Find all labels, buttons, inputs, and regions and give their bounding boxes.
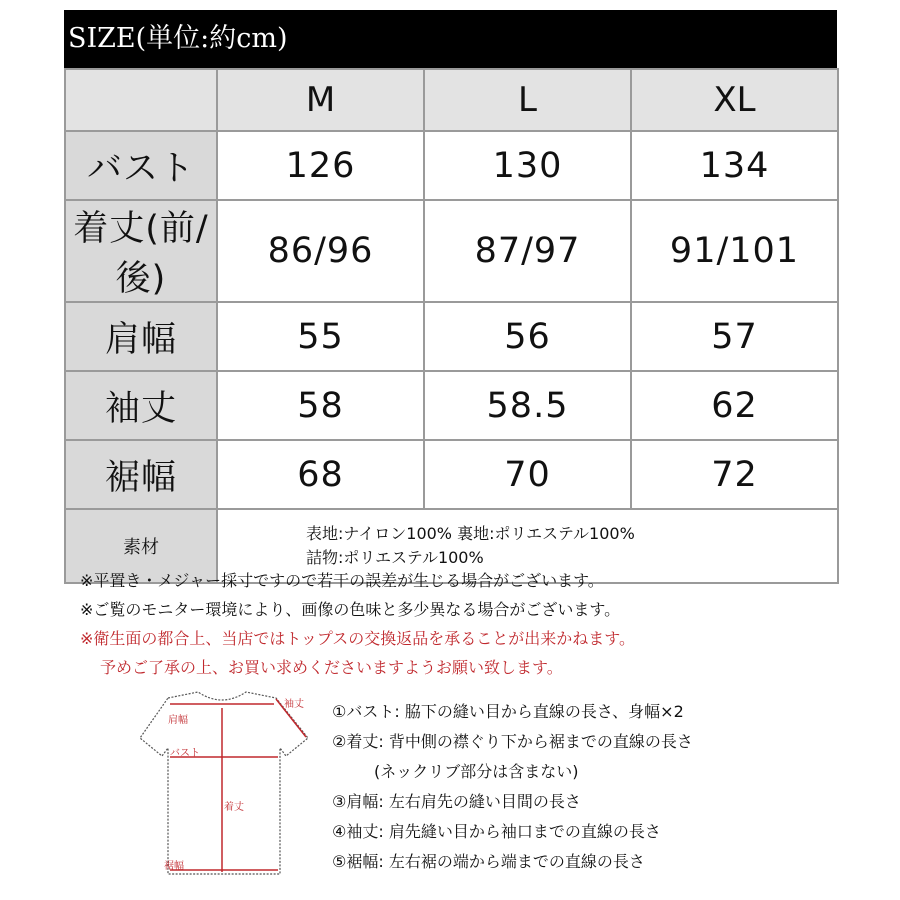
table-cell: 70 — [424, 440, 631, 509]
diagram-label-sleeve: 袖丈 — [284, 699, 304, 710]
legend-line: ③肩幅: 左右肩先の縫い目間の長さ — [332, 792, 581, 811]
corner-cell — [65, 69, 217, 131]
legend-line: ④袖丈: 肩先縫い目から袖口までの直線の長さ — [332, 822, 661, 841]
table-cell: 134 — [631, 131, 838, 200]
material-line: 詰物:ポリエステル100% — [306, 548, 484, 567]
table-row — [65, 440, 838, 509]
table-cell: 68 — [217, 440, 424, 509]
legend-line: ⑤裾幅: 左右裾の端から端までの直線の長さ — [332, 852, 645, 871]
table-cell: 72 — [631, 440, 838, 509]
measurement-legend — [332, 697, 693, 877]
table-row — [65, 371, 838, 440]
table-row — [65, 302, 838, 371]
legend-line: ①バスト: 脇下の縫い目から直線の長さ、身幅×2 — [332, 702, 684, 721]
table-cell: 62 — [631, 371, 838, 440]
size-table — [64, 68, 839, 584]
diagram-label-bust: バスト — [170, 748, 200, 759]
table-cell: 58 — [217, 371, 424, 440]
size-header-row — [65, 69, 838, 131]
row-label: 素材 — [65, 509, 217, 583]
table-cell: 87/97 — [424, 200, 631, 302]
size-header-m: M — [217, 69, 424, 131]
note-line-warning: ※衛生面の都合上、当店ではトップスの交換返品を承ることが出来かねます。 — [80, 629, 636, 648]
row-label: 着丈(前/後) — [65, 200, 217, 302]
table-row — [65, 131, 838, 200]
table-cell: 55 — [217, 302, 424, 371]
tshirt-diagram — [110, 682, 340, 882]
diagram-label-hem: 裾幅 — [164, 861, 184, 872]
size-title: SIZE(単位:約cm) — [64, 10, 837, 68]
table-cell: 91/101 — [631, 200, 838, 302]
table-cell: 57 — [631, 302, 838, 371]
legend-line: ②着丈: 背中側の襟ぐり下から裾までの直線の長さ — [332, 732, 693, 751]
table-cell: 126 — [217, 131, 424, 200]
note-line: ※ご覧のモニター環境により、画像の色味と多少異なる場合がございます。 — [80, 600, 621, 619]
table-cell: 56 — [424, 302, 631, 371]
diagram-label-length: 着丈 — [224, 802, 244, 813]
size-header-xl: XL — [631, 69, 838, 131]
row-label: 肩幅 — [65, 302, 217, 371]
size-header-l: L — [424, 69, 631, 131]
note-line: ※平置き・メジャー採寸ですので若干の誤差が生じる場合がございます。 — [80, 571, 604, 590]
material-line: 表地:ナイロン100% 裏地:ポリエステル100% — [306, 524, 635, 543]
notes — [80, 566, 635, 682]
row-label: 裾幅 — [65, 440, 217, 509]
legend-line: (ネックリブ部分は含まない) — [374, 762, 579, 781]
note-line-warning: 予めご了承の上、お買い求めくださいますようお願い致します。 — [100, 658, 563, 677]
table-row — [65, 200, 838, 302]
diagram-label-shoulder: 肩幅 — [168, 715, 188, 726]
row-label: バスト — [65, 131, 217, 200]
table-cell: 130 — [424, 131, 631, 200]
table-cell: 86/96 — [217, 200, 424, 302]
row-label: 袖丈 — [65, 371, 217, 440]
table-cell: 58.5 — [424, 371, 631, 440]
tshirt-outline-icon — [110, 682, 340, 882]
